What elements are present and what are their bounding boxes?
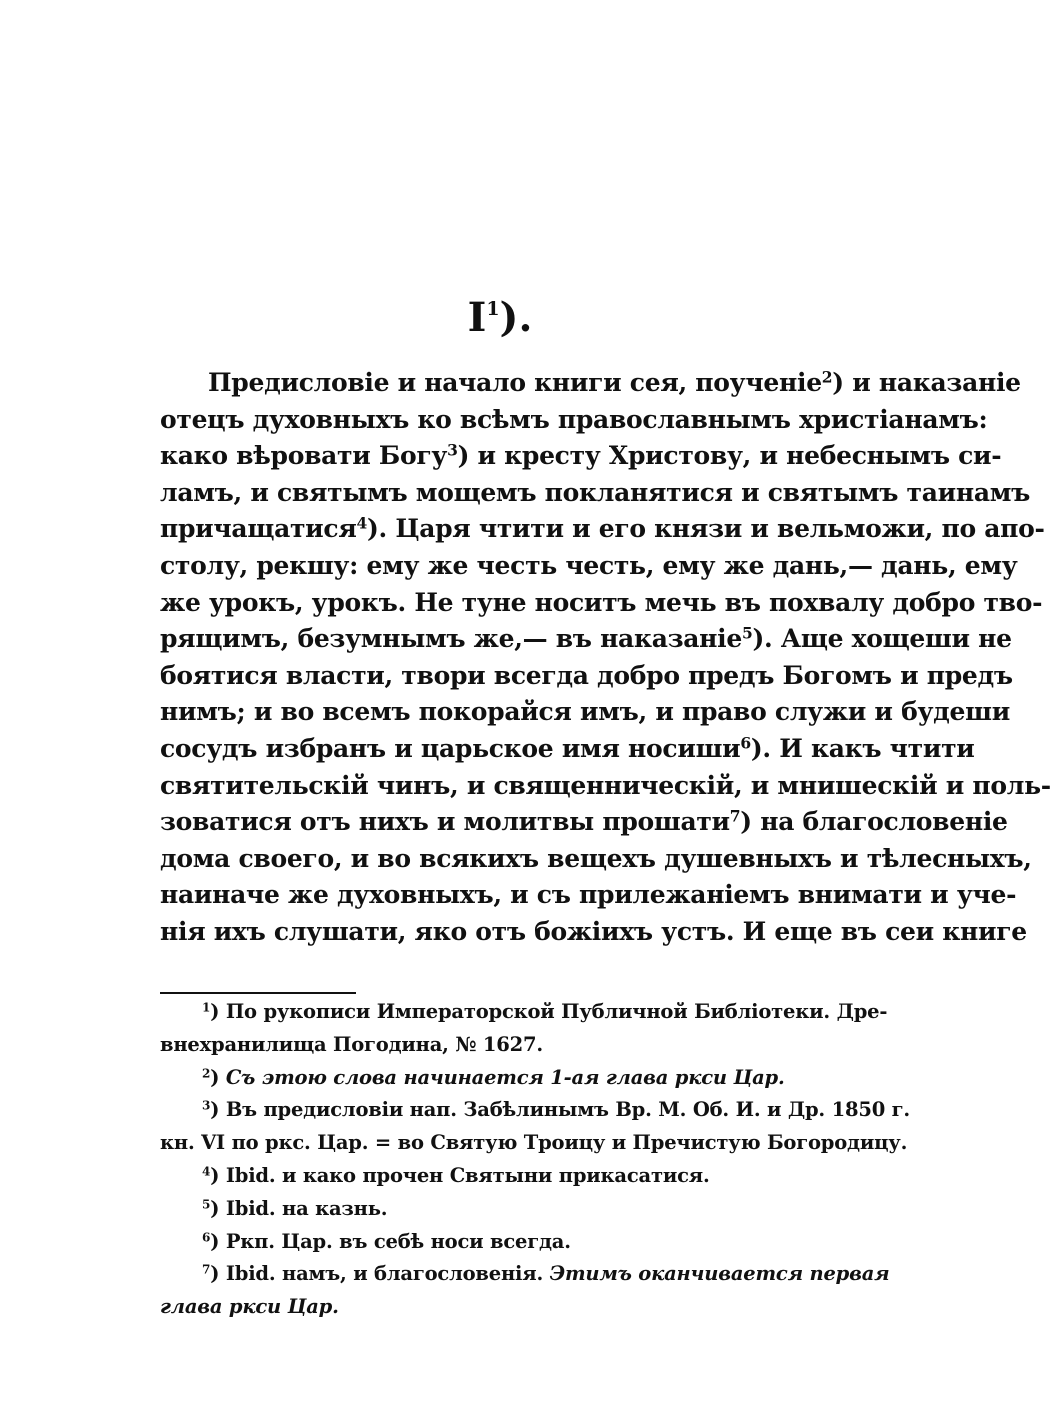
chapter-heading [0,285,1000,342]
chapter-suffix: ). [499,294,533,341]
footnote-marker: 7 [202,1262,211,1277]
footnote-7-cont: глава ркси Цар. [160,1295,339,1319]
footnote-4: $^4$) Ibid. и како прочен Святыни прикасатися. [202,1163,710,1187]
footnote-1-cont: внехранилища Погодина, № 1627. [160,1032,543,1056]
text-line: рящимъ, безумнымъ же,— въ наказаніе$^5$). Аще хощеши не [160,623,1012,654]
text-line: нимъ; и во всемъ покорайся имъ, и право служи и будеши [160,697,1010,727]
footnote-ref: 7 [729,806,741,826]
footnote-marker: 4 [202,1164,211,1179]
text-line: причащатися$^4$). Царя чтити и его князи и вельможи, по апо- [160,513,1045,544]
text-line: боятися власти, твори всегда добро предъ Богомъ и предъ [160,660,1013,690]
text-line: наиначе же духовныхъ, и съ прилежаніемъ внимати и уче- [160,880,1017,910]
footnote-marker: 5 [202,1197,211,1212]
footnote-ref: 5 [741,623,753,643]
text-line: нія ихъ слушати, яко отъ божіихъ устъ. И еще въ сеи книге [160,916,1027,946]
footnote-marker: 6 [202,1229,211,1244]
footnote-ref: 3 [447,440,458,460]
text-line: зоватися отъ нихъ и молитвы прошати$^7$) на благословеніе [160,806,1008,837]
footnote-ref: 6 [740,733,751,753]
footnote-marker: 1 [202,1000,211,1015]
text-line: отецъ духовныхъ ко всѣмъ православнымъ христіанамъ: [160,404,988,434]
text-line: ламъ, и святымъ мощемъ покланятися и святымъ таинамъ [160,477,1031,507]
footnote-1: $^1$) По рукописи Императорской Публичной Библіотеки. Дре- [202,1000,888,1023]
text-line: святительскій чинъ, и священническій, и мнишескій и поль- [160,770,1051,800]
footnote-2: $^2$) Съ этою слова начинается 1-ая глава ркси Цар. [202,1065,785,1089]
chapter-note-ref: 1 [486,298,500,320]
main-paragraph [160,365,1051,951]
text-line: столу, рекшу: ему же честь честь, ему же дань,— дань, ему [160,550,1018,580]
text-line: дома своего, и во всякихъ вещехъ душевныхъ и тѣлесныхъ, [160,843,1032,873]
footnote-6: $^6$) Ркп. Цар. въ себѣ носи всегда. [202,1229,571,1253]
footnote-marker: 2 [202,1065,211,1080]
footnote-7: $^7$) Ibid. намъ, и благословенія. Этимъ оканчивается первая [202,1262,890,1286]
footnote-3-cont: кн. VI по ркс. Цар. = во Святую Троицу и Пречистую Богородицу. [160,1131,908,1155]
footnote-3: $^3$) Въ предисловіи нап. Забѣлинымъ Вр. М. Об. И. и Др. 1850 г. [202,1098,910,1122]
footnotes [160,996,910,1324]
chapter-numeral: I [467,294,487,341]
footnote-marker: 3 [202,1098,211,1113]
footnote-ref: 2 [821,367,833,387]
text-line: же урокъ, урокъ. Не туне носитъ мечь въ похвалу добро тво- [160,587,1043,617]
footnote-5: $^5$) Ibid. на казнь. [202,1196,388,1220]
text-line: Предисловіе и начало книги сея, поученіе$^2$) и наказаніе [208,367,1021,397]
footnote-divider [160,992,356,994]
text-line: сосудъ избранъ и царьское имя носиши$^6$). И какъ чтити [160,733,975,763]
text-line: како вѣровати Богу$^3$) и кресту Христову, и небеснымъ си- [160,440,1002,471]
footnote-ref: 4 [356,513,367,533]
